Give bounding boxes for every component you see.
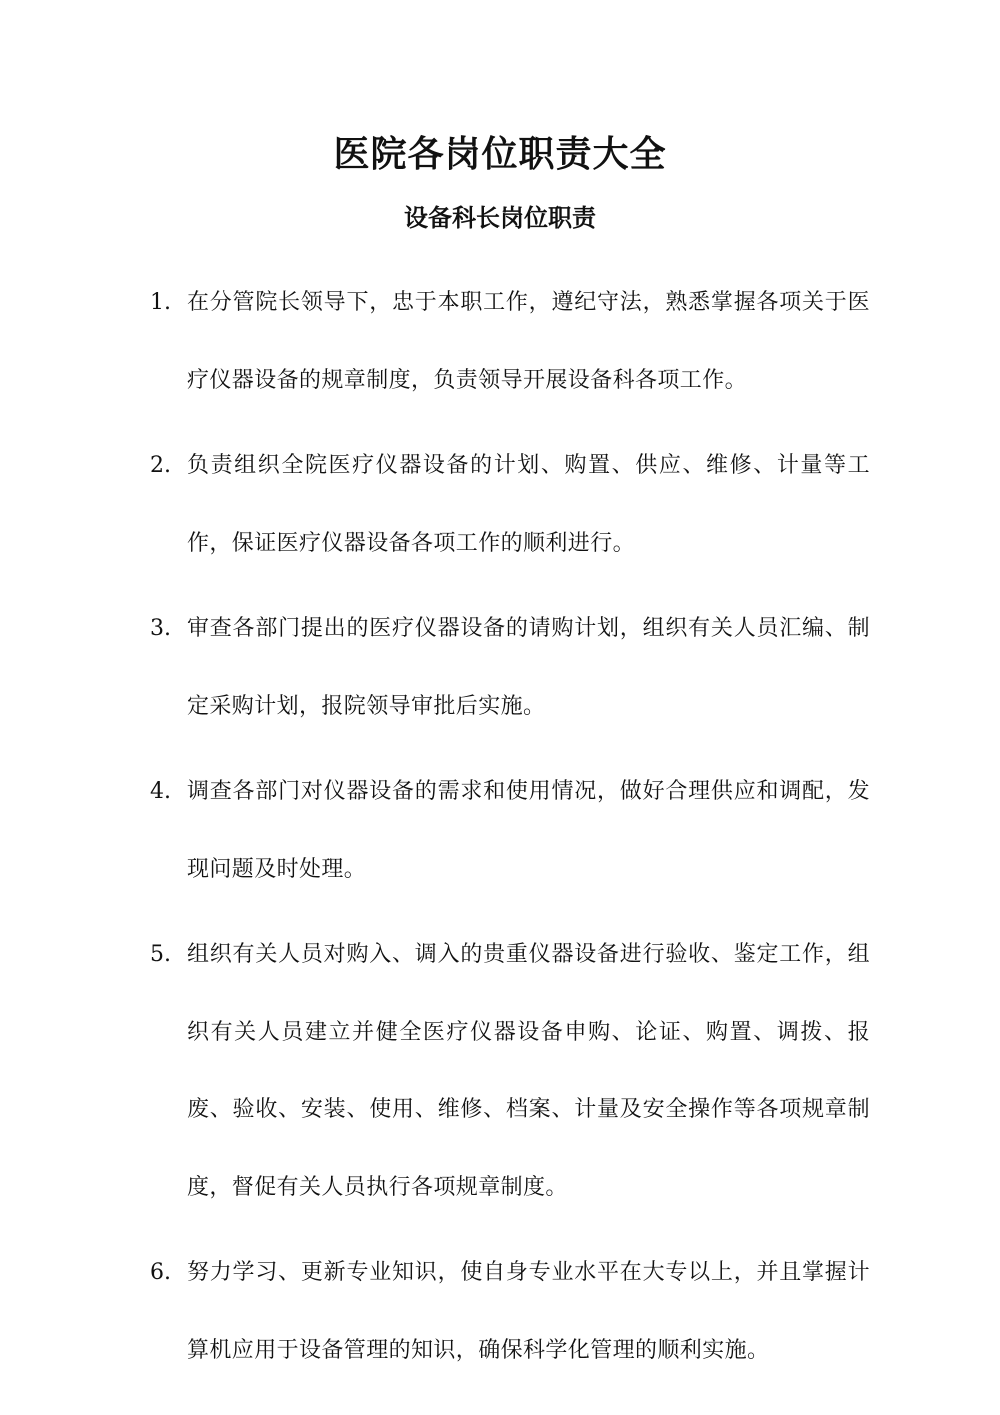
duty-text: 调查各部门对仪器设备的需求和使用情况，做好合理供应和调配，发现问题及时处理。 (187, 779, 870, 882)
section-title: 设备科长岗位职责 (404, 203, 596, 232)
duty-list (150, 264, 870, 1397)
duty-item-4 (150, 753, 870, 908)
duty-text: 努力学习、更新专业知识，使自身专业水平在大专以上，并且掌握计算机应用于设备管理的知识，确保科学化管理的顺利实施。 (187, 1260, 870, 1363)
duty-number: 5. (150, 942, 171, 967)
duty-text: 负责组织全院医疗仪器设备的计划、购置、供应、维修、计量等工作，保证医疗仪器设备各项工作的顺利进行。 (187, 453, 870, 556)
document-title: 医院各岗位职责大全 (333, 133, 667, 175)
duty-item-3 (150, 590, 870, 745)
duty-item-5 (150, 916, 870, 1226)
duty-item-2 (150, 427, 870, 582)
duty-number: 2. (150, 453, 171, 478)
duty-item-1 (150, 264, 870, 419)
duty-item-6 (150, 1234, 870, 1389)
duty-number: 1. (150, 290, 171, 315)
duty-number: 6. (150, 1260, 171, 1285)
duty-number: 4. (150, 779, 171, 804)
duty-text: 组织有关人员对购入、调入的贵重仪器设备进行验收、鉴定工作，组织有关人员建立并健全医疗仪器设备申购、论证、购置、调拨、报废、验收、安装、使用、维修、档案、计量及安全操作等各项规章制度，督促有关人员执行各项规章制度。 (187, 942, 870, 1200)
duty-number: 3. (150, 616, 171, 641)
duty-text: 审查各部门提出的医疗仪器设备的请购计划，组织有关人员汇编、制定采购计划，报院领导审批后实施。 (187, 616, 870, 719)
duty-text: 在分管院长领导下，忠于本职工作，遵纪守法，熟悉掌握各项关于医疗仪器设备的规章制度，负责领导开展设备科各项工作。 (187, 290, 870, 393)
